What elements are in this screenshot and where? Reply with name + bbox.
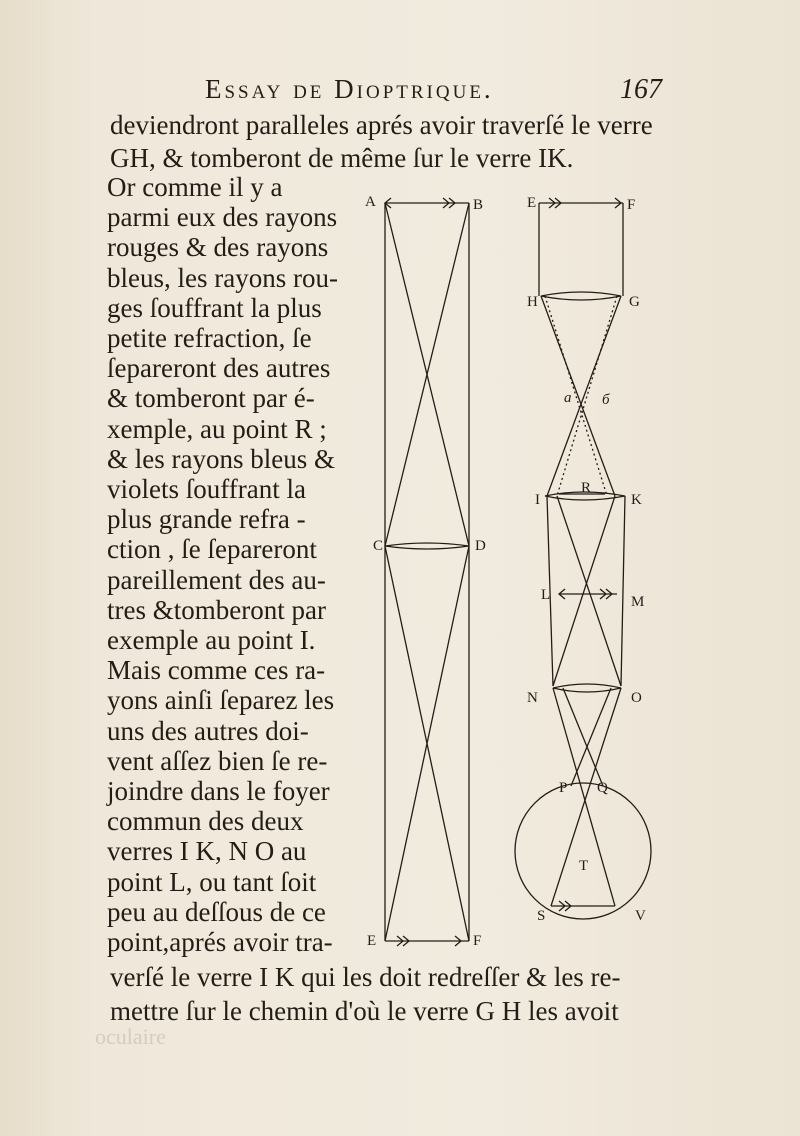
label-V: V [635,908,646,924]
text-line: & les rayons bleus & [107,443,335,474]
label-T: T [579,858,589,874]
label-A: A [365,194,376,210]
text-line: mettre ſur le chemin d'où le verre G H les avoit [110,996,619,1026]
text-line: ction , ſe ſepareront [107,534,317,565]
text-line: Or comme il y a [107,172,283,202]
text-line: commun des deux [107,806,304,837]
text-line: xemple, au point R ; [107,413,327,444]
label-K: K [631,492,642,508]
text-line: verres I K, N O au [107,836,307,867]
text-line: & tomberont par é- [107,383,315,414]
label-E: E [367,933,377,949]
label-M: M [631,594,645,610]
text-line: point,aprés avoir tra- [107,927,333,957]
dioptric-figure [345,176,675,966]
label-B: B [473,197,484,213]
text-line: deviendront paralleles aprés avoir traverſé le verre [110,110,653,140]
text-line: ſepareront des autres [107,353,331,384]
label-r-F: F [627,197,636,213]
label-G: G [629,294,640,310]
text-line: yons ainſi ſeparez les [107,685,335,716]
text-line: uns des autres doi- [107,715,309,746]
text-line: Mais comme ces ra- [107,655,326,686]
text-line: tres &tomberont par [107,594,326,625]
label-F: F [473,933,482,949]
label-R: R [581,480,592,496]
label-b: б [602,392,610,408]
text-line: parmi eux des rayons [107,202,338,233]
text-line: bleus, les rayons rou- [107,262,338,293]
text-line: pareillement des au- [107,564,326,595]
text-line: point L, ou tant ſoit [107,866,317,897]
figure-svg [345,176,675,966]
page-header [0,74,800,114]
text-line: petite refraction, ſe [107,323,312,353]
text-line: vent aſſez bien ſe re- [107,745,328,776]
label-Q: Q [597,780,608,796]
label-O: O [631,690,642,706]
text-line: GH, & tomberont de même ſur le verre IK. [110,143,574,173]
label-r-E: E [527,195,537,211]
label-a: a [564,390,572,406]
running-title: Essay de Dioptrique. [205,74,494,104]
label-D: D [475,538,486,554]
text-line: violets ſouffrant la [107,474,306,504]
text-line: rouges & des rayons [107,232,329,263]
label-P: P [559,780,568,796]
page-number: 167 [620,74,662,105]
label-N: N [527,690,538,706]
label-H: H [527,294,538,310]
text-line: verſé le verre I K qui les doit redreſſer & les re- [110,962,621,992]
label-S: S [537,908,546,924]
text-line: peu au deſſous de ce [107,896,326,927]
text-line: ges ſouffrant la plus [107,292,322,323]
text-line: exemple au point I. [107,625,316,655]
label-I: I [535,492,540,508]
label-C: C [373,538,384,554]
text-line: plus grande refra - [107,504,306,535]
show-through-text: oculaire [95,1024,166,1049]
text-line: joindre dans le foyer [107,776,330,806]
label-L: L [541,587,551,603]
